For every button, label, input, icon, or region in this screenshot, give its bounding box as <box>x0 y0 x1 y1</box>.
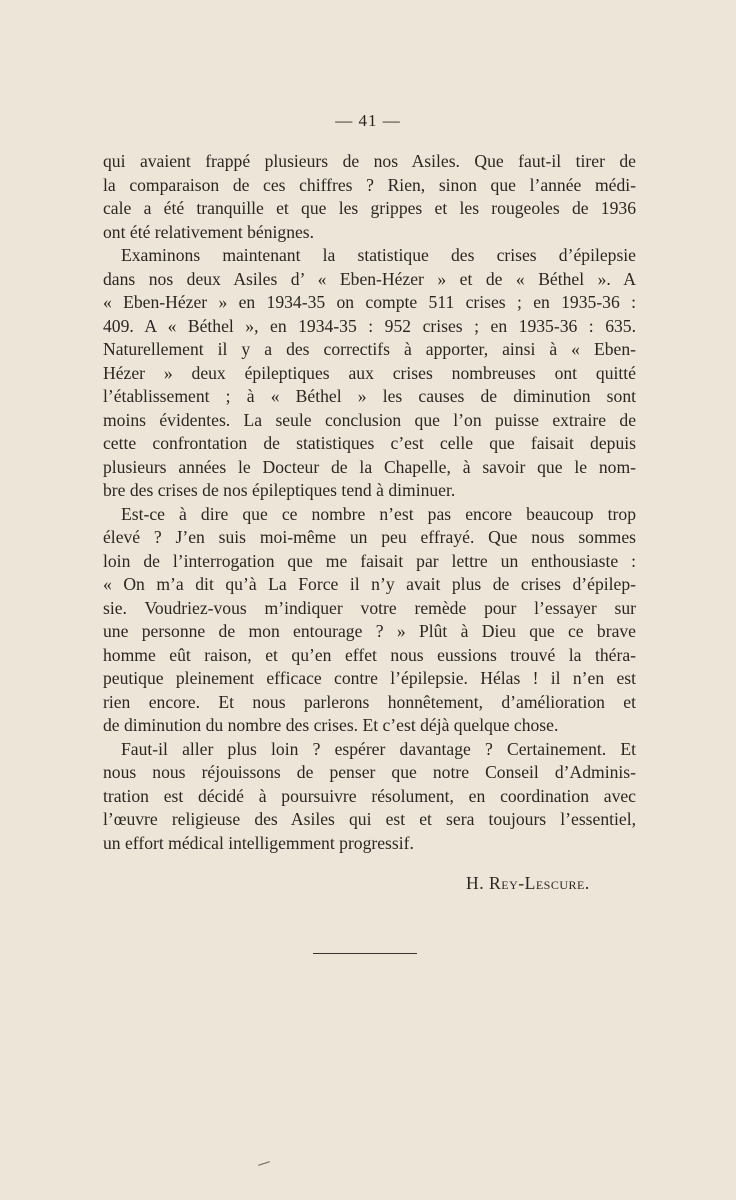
text-line: Hézer » deux épileptiques aux crises nombreuses ont quitté <box>103 362 636 383</box>
paper-speck <box>258 1161 270 1166</box>
text-line: peutique pleinement efficace contre l’épilepsie. Hélas ! il n’en est <box>103 668 636 688</box>
text-line: moins évidentes. La seule conclusion que l’on puisse extraire de <box>103 409 636 430</box>
signature <box>466 873 590 894</box>
text-line: cette confrontation de statistiques c’est celle que faisait depuis <box>103 433 636 453</box>
page-number: — 41 — <box>335 111 401 130</box>
text-line: Est-ce à dire que ce nombre n’est pas encore beaucoup trop <box>121 503 636 524</box>
text-line: qui avaient frappé plusieurs de nos Asiles. Que faut-il tirer de <box>103 151 636 171</box>
signature-initial: H. <box>466 873 485 893</box>
text-line: un effort médical intelligemment progressif. <box>103 832 414 853</box>
text-line: Faut-il aller plus loin ? espérer davantage ? Certainement. Et <box>121 738 636 759</box>
text-line: de diminution du nombre des crises. Et c’est déjà quelque chose. <box>103 715 559 735</box>
text-line: l’œuvre religieuse des Asiles qui est et sera toujours l’essentiel, <box>103 809 636 829</box>
text-line: homme eût raison, et qu’en effet nous eussions trouvé la théra- <box>103 644 636 665</box>
signature-name: Rey-Lescure. <box>489 873 590 893</box>
text-line: rien encore. Et nous parlerons honnêtement, d’amélioration et <box>103 691 636 712</box>
text-line: « On m’a dit qu’à La Force il n’y avait plus de crises d’épilep- <box>103 574 636 594</box>
text-line: loin de l’interrogation que me faisait par lettre un enthousiaste : <box>103 550 636 571</box>
text-line: la comparaison de ces chiffres ? Rien, sinon que l’année médi- <box>103 174 636 195</box>
text-line: Naturellement il y a des correctifs à apporter, ainsi à « Eben- <box>103 339 636 359</box>
text-line: Examinons maintenant la statistique des crises d’épilepsie <box>121 245 636 265</box>
text-line: bre des crises de nos épileptiques tend à diminuer. <box>103 480 456 500</box>
text-line: nous nous réjouissons de penser que notre Conseil d’Adminis- <box>103 762 636 782</box>
text-line: tration est décidé à poursuivre résolument, en coordination avec <box>103 785 636 806</box>
text-line: plusieurs années le Docteur de la Chapelle, à savoir que le nom- <box>103 456 636 477</box>
text-line: cale a été tranquille et que les grippes et les rougeoles de 1936 <box>103 198 636 218</box>
body-text <box>103 150 636 855</box>
text-line: ont été relativement bénignes. <box>103 221 315 242</box>
text-line: 409. A « Béthel », en 1934-35 : 952 crises ; en 1935-36 : 635. <box>103 315 636 336</box>
text-line: sie. Voudriez-vous m’indiquer votre remède pour l’essayer sur <box>103 597 636 618</box>
text-line: l’établissement ; à « Béthel » les causes de diminution sont <box>103 386 636 406</box>
text-line: élevé ? J’en suis moi-même un peu effrayé. Que nous sommes <box>103 527 636 547</box>
text-line: dans nos deux Asiles d’ « Eben-Hézer » et de « Béthel ». A <box>103 268 636 289</box>
text-line: « Eben-Hézer » en 1934-35 on compte 511 crises ; en 1935-36 : <box>103 292 636 312</box>
closing-rule <box>313 953 417 954</box>
text-line: une personne de mon entourage ? » Plût à Dieu que ce brave <box>103 621 636 641</box>
